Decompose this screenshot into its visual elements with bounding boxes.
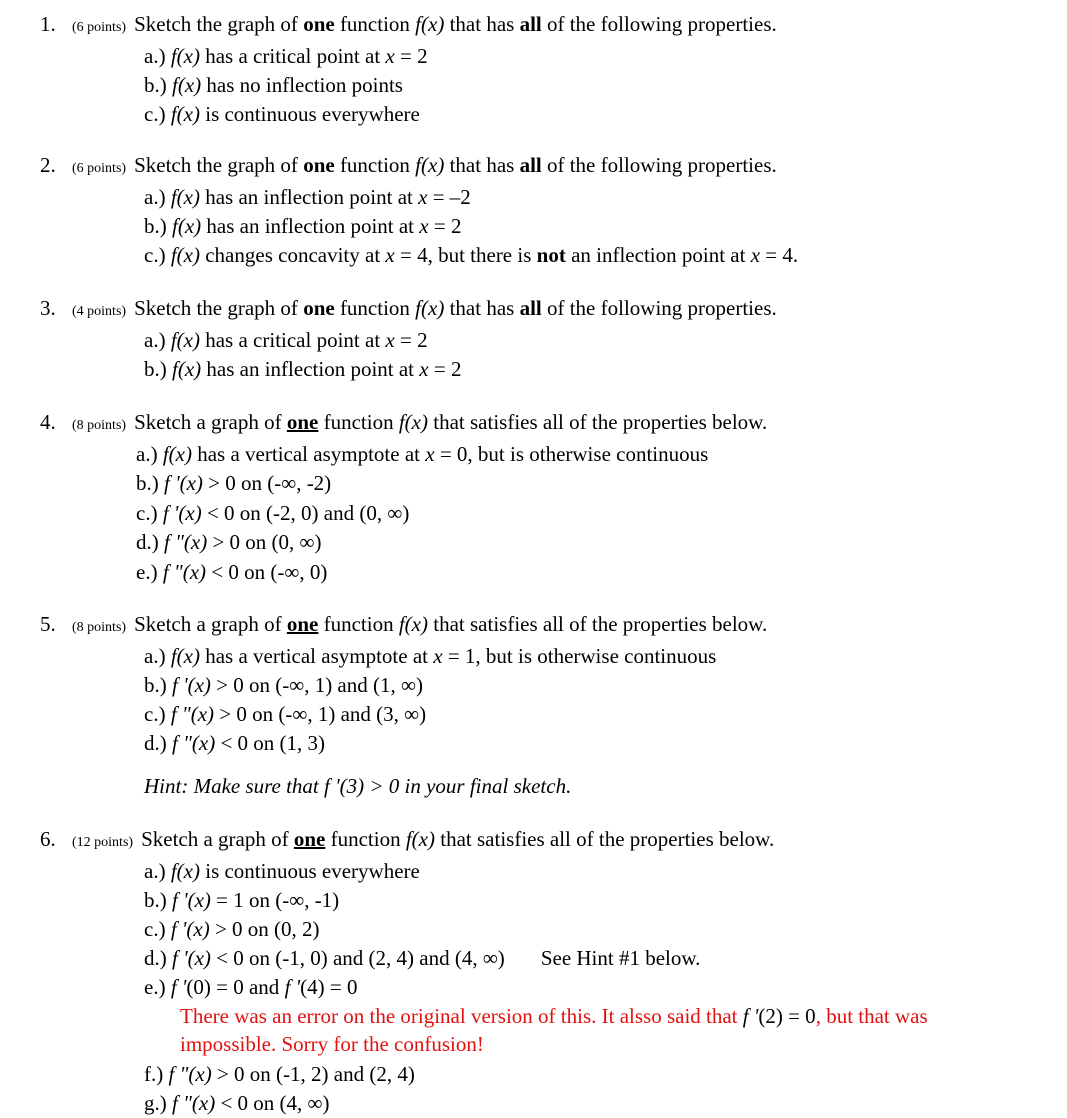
- text: d.): [144, 946, 172, 970]
- text: = 4.: [760, 243, 799, 267]
- text: [294, 827, 326, 851]
- text: not: [536, 243, 566, 267]
- text: There was an error on the original version of this. It alsso said that: [180, 1004, 743, 1028]
- text: all: [519, 296, 542, 320]
- question-1: [40, 10, 1050, 129]
- stem-text: that has: [444, 12, 520, 36]
- text: = 2: [394, 328, 428, 352]
- text: Hint: Make sure that: [144, 774, 325, 798]
- text: b.): [144, 357, 172, 381]
- text: b.): [136, 471, 164, 496]
- text: = 1, but is otherwise continuous: [442, 644, 717, 668]
- math-text: f(x): [170, 185, 200, 209]
- question-4: [40, 408, 1050, 587]
- text: = 2: [394, 44, 428, 68]
- question-number: 1.: [40, 12, 56, 36]
- math-text: f(x): [172, 214, 202, 238]
- question-2-stem: [40, 151, 1050, 183]
- math-text: f "(x): [162, 559, 207, 584]
- question-number: 5.: [40, 612, 56, 636]
- text: that has: [444, 153, 520, 177]
- text: > 0 on (-∞, 1) and (1, ∞): [210, 673, 423, 697]
- points: (6 points): [72, 161, 127, 176]
- stem-text: function: [334, 12, 416, 36]
- text: d.): [144, 731, 172, 755]
- math-text: f(x): [162, 442, 192, 466]
- list-item: [136, 469, 1050, 498]
- math-text: f "(x): [168, 1062, 212, 1086]
- list-item: [144, 729, 1050, 758]
- text: c.): [144, 243, 171, 267]
- math-text: f "(x): [172, 1091, 216, 1115]
- math-text: f(x): [405, 827, 435, 851]
- text: of the following properties.: [541, 296, 777, 320]
- question-2: [40, 151, 1050, 270]
- stem-text: of the following properties.: [541, 12, 777, 36]
- math-text: f ': [170, 975, 187, 999]
- list-item: [144, 42, 1050, 71]
- math-text: f '(x): [172, 946, 211, 970]
- points: (8 points): [72, 418, 127, 433]
- text: of the following properties.: [541, 153, 777, 177]
- text: has no inflection points: [201, 73, 403, 97]
- stem-bold: one: [303, 12, 335, 36]
- list-item: [144, 355, 1050, 384]
- text: c.): [144, 102, 171, 126]
- text: a.): [144, 185, 171, 209]
- text: = 2: [428, 214, 462, 238]
- list-item: [144, 915, 1050, 944]
- text: < 0 on (-∞, 0): [206, 559, 328, 584]
- question-number: 4.: [40, 410, 56, 434]
- list-item: [144, 100, 1050, 129]
- list-item: [144, 1060, 1050, 1089]
- math-text: x: [425, 442, 435, 466]
- hint: [144, 772, 1050, 800]
- math-text: x: [433, 644, 443, 668]
- math-text: f '(x): [164, 471, 203, 496]
- list-item: [144, 671, 1050, 700]
- math-text: f(x): [170, 243, 200, 267]
- list-item: [136, 499, 1050, 528]
- text: b.): [144, 888, 172, 912]
- text: function: [325, 827, 406, 851]
- text: has a vertical asymptote at: [199, 644, 434, 668]
- math-text: x: [750, 243, 761, 267]
- question-3-items: [40, 326, 1050, 384]
- text: > 0 on (0, 2): [209, 917, 320, 941]
- text: that satisfies all of the properties below.: [428, 612, 768, 636]
- text: function: [318, 410, 399, 434]
- text: changes concavity at: [199, 243, 386, 267]
- math-text: f(x): [415, 153, 445, 177]
- question-number: 3.: [40, 296, 56, 320]
- text: a.): [144, 44, 171, 68]
- text: < 0 on (-1, 0) and (2, 4) and (4, ∞): [210, 946, 505, 970]
- math-text: f(x): [398, 410, 428, 434]
- text: [287, 410, 319, 434]
- text: one: [303, 153, 335, 177]
- math-text: x: [419, 357, 429, 381]
- question-6-items: [40, 857, 1050, 1118]
- text: = 4, but there is: [394, 243, 537, 267]
- math-text: f(x): [415, 296, 445, 320]
- list-item: [144, 857, 1050, 886]
- list-item: [144, 212, 1050, 241]
- text: that satisfies all of the properties below.: [435, 827, 775, 851]
- text: < 0 on (4, ∞): [215, 1091, 330, 1115]
- text: < 0 on (-2, 0) and (0, ∞): [201, 500, 410, 525]
- question-5: [40, 610, 1050, 800]
- text: c.): [144, 702, 171, 726]
- text: d.): [136, 530, 164, 555]
- list-item: [136, 528, 1050, 557]
- text: that satisfies all of the properties below.: [428, 410, 768, 434]
- math-text: f(x): [172, 73, 202, 97]
- correction-note: [144, 1002, 1010, 1058]
- text: (0) = 0 and: [186, 975, 285, 999]
- question-4-stem: [40, 408, 1050, 440]
- list-item: [144, 1089, 1050, 1118]
- text: is continuous everywhere: [199, 102, 420, 126]
- math-text: f "(x): [164, 530, 208, 555]
- list-item: [144, 71, 1050, 100]
- list-item: [136, 440, 1050, 469]
- text: function: [334, 296, 416, 320]
- question-5-items: [40, 642, 1050, 800]
- text: an inflection point at: [565, 243, 751, 267]
- points: (6 points): [72, 20, 127, 35]
- text: has an inflection point at: [201, 357, 420, 381]
- text: b.): [144, 673, 172, 697]
- text: function: [334, 153, 416, 177]
- text: one: [303, 296, 335, 320]
- text: [287, 612, 319, 636]
- math-text: f(x): [172, 357, 202, 381]
- text: = 1 on (-∞, -1): [210, 888, 340, 912]
- text: e.): [144, 975, 171, 999]
- math-text: f(x): [170, 644, 200, 668]
- text: that has: [444, 296, 520, 320]
- text: b.): [144, 73, 172, 97]
- list-item: [144, 241, 1050, 270]
- text: > 0 on (-∞, -2): [202, 471, 332, 496]
- text: has a critical point at: [199, 44, 386, 68]
- text: function: [318, 612, 399, 636]
- math-text: f '(x): [172, 888, 211, 912]
- points: (8 points): [72, 620, 127, 635]
- text: Sketch a graph of: [134, 410, 287, 434]
- stem-text: Sketch the graph of: [134, 12, 304, 36]
- list-item: [144, 886, 1050, 915]
- math-text: f(x): [170, 44, 200, 68]
- math-text: f ': [284, 975, 301, 999]
- text: = –2: [427, 185, 471, 209]
- math-text: x: [385, 243, 395, 267]
- question-1-items: [40, 42, 1050, 129]
- text: , but that was impossible. Sorry for the confusion!: [180, 1004, 928, 1056]
- list-item: [144, 183, 1050, 212]
- text: one: [293, 827, 326, 851]
- question-5-stem: [40, 610, 1050, 642]
- math-text: x: [418, 185, 428, 209]
- math-text: x: [419, 214, 429, 238]
- math-text: f "(x): [170, 702, 215, 726]
- text: f ': [324, 774, 340, 798]
- list-item: [144, 973, 1050, 1002]
- text: g.): [144, 1091, 172, 1115]
- text: (4) = 0: [300, 975, 358, 999]
- text: f.): [144, 1062, 169, 1086]
- text: a.): [144, 328, 171, 352]
- math-text: x: [385, 328, 395, 352]
- question-1-stem: [40, 10, 1050, 42]
- math-text: f '(x): [172, 673, 211, 697]
- question-3: [40, 294, 1050, 384]
- math-text: f(x): [170, 859, 200, 883]
- points: (4 points): [72, 304, 127, 319]
- text: > 0 on (0, ∞): [207, 530, 322, 555]
- text: has a vertical asymptote at: [191, 442, 426, 466]
- math-text: f(x): [398, 612, 428, 636]
- math-text: f(x): [170, 328, 200, 352]
- text: has an inflection point at: [199, 185, 419, 209]
- list-item: [144, 642, 1050, 671]
- text: Sketch the graph of: [134, 296, 304, 320]
- question-number: 6.: [40, 827, 56, 851]
- list-item: [144, 944, 1050, 973]
- math-text: f "(x): [172, 731, 216, 755]
- text: < 0 on (1, 3): [215, 731, 326, 755]
- math-text: x: [385, 44, 395, 68]
- text: is continuous everywhere: [199, 859, 420, 883]
- function-f: f(x): [415, 12, 445, 36]
- text: a.): [136, 442, 163, 466]
- text: b.): [144, 214, 172, 238]
- math-text: f ': [742, 1004, 759, 1028]
- text: all: [519, 153, 542, 177]
- question-6: [40, 825, 1050, 1118]
- stem-bold: all: [519, 12, 542, 36]
- list-item: [144, 326, 1050, 355]
- text: = 2: [428, 357, 462, 381]
- text: Sketch a graph of: [134, 612, 287, 636]
- text: Sketch a graph of: [141, 827, 294, 851]
- question-6-stem: [40, 825, 1050, 857]
- hint-reference: See Hint #1 below.: [540, 946, 701, 970]
- text: c.): [136, 500, 163, 525]
- text: (3) > 0 in your final sketch.: [339, 774, 572, 798]
- text: e.): [136, 559, 163, 584]
- question-3-stem: [40, 294, 1050, 326]
- points: (12 points): [72, 835, 134, 850]
- text: has an inflection point at: [201, 214, 420, 238]
- question-4-items: [40, 440, 1050, 587]
- text: c.): [144, 917, 171, 941]
- math-text: f(x): [170, 102, 200, 126]
- text: one: [286, 410, 319, 434]
- question-2-items: [40, 183, 1050, 270]
- text: Sketch the graph of: [134, 153, 304, 177]
- math-text: f '(x): [162, 500, 202, 525]
- list-item: [136, 558, 1050, 587]
- math-text: f '(x): [170, 917, 210, 941]
- text: > 0 on (-1, 2) and (2, 4): [211, 1062, 415, 1086]
- list-item: [144, 700, 1050, 729]
- question-number: 2.: [40, 153, 56, 177]
- text: (2) = 0: [758, 1004, 816, 1028]
- text: a.): [144, 859, 171, 883]
- text: > 0 on (-∞, 1) and (3, ∞): [214, 702, 427, 726]
- text: has a critical point at: [199, 328, 386, 352]
- text: a.): [144, 644, 171, 668]
- text: one: [286, 612, 319, 636]
- text: = 0, but is otherwise continuous: [434, 442, 709, 466]
